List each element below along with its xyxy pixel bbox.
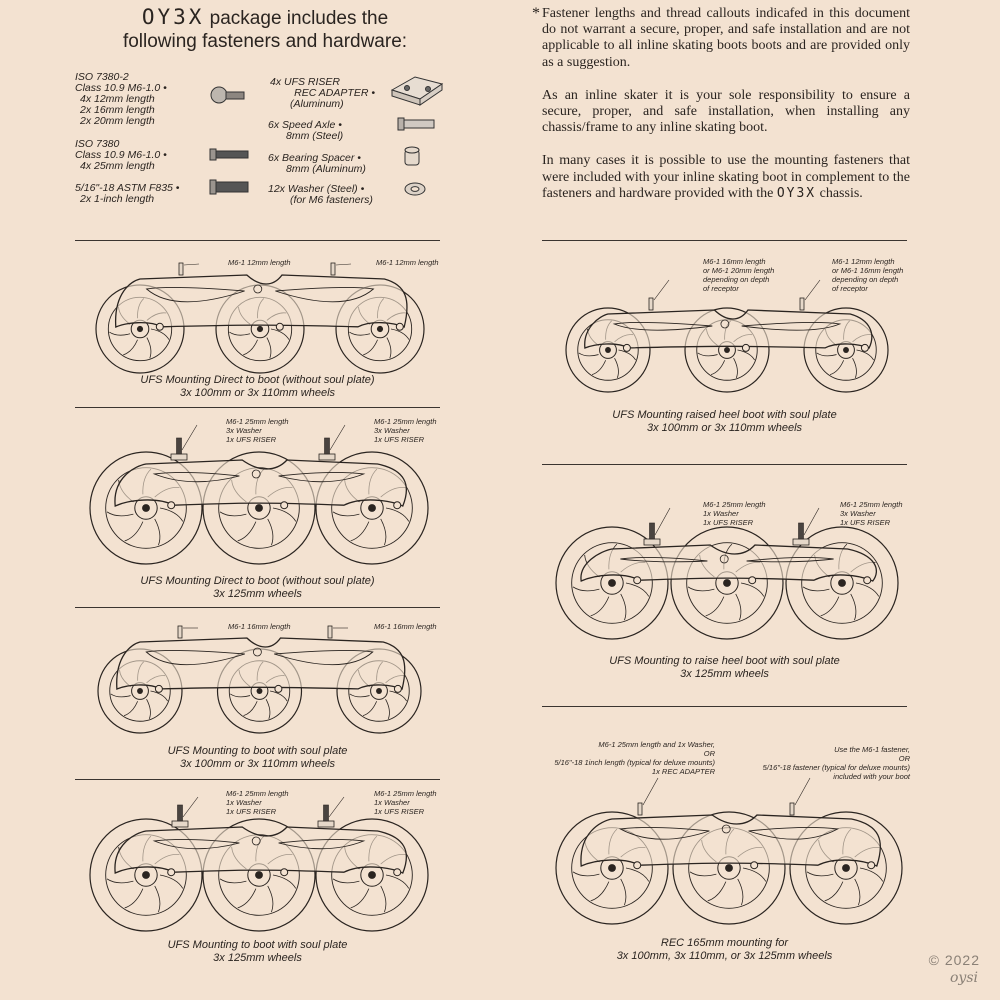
caption-right2: UFS Mounting to raise heel boot with soul plate 3x 125mm wheels: [609, 655, 840, 680]
parts-iso7380: ISO 7380 Class 10.9 M6-1.0 • 4x 25mm length: [75, 138, 167, 172]
diagram-left3: [98, 626, 421, 733]
mounting-bolt: [649, 298, 653, 310]
callout-front-fastener: M6-1 16mm length or M6-1 20mm length depending on depth of receptor: [703, 257, 775, 293]
chassis-frame: [581, 815, 880, 866]
caption-right1: UFS Mounting raised heel boot with soul plate 3x 100mm or 3x 110mm wheels: [612, 409, 837, 434]
leader-line: [330, 425, 345, 450]
callout-front-fastener: M6-1 12mm length: [228, 258, 291, 267]
caption-left3: UFS Mounting to boot with soul plate 3x 100mm or 3x 110mm wheels: [167, 745, 348, 770]
disclaimer-paragraph-3: In many cases it is possible to use the mounting fasteners that were included with your inline skating boot in complement to the fasteners and hardware provided with the OY3X chassis.: [542, 153, 910, 201]
asterisk-mark: *: [532, 5, 540, 22]
mounting-bolt: [177, 438, 182, 454]
callout-rear-fastener: M6-1 25mm length 3x Washer 1x UFS RISER: [374, 417, 437, 444]
caption-left4: UFS Mounting to boot with soul plate 3x 125mm wheels: [167, 939, 348, 964]
heading-line-1: package includes the: [209, 8, 389, 29]
mounting-bolt: [179, 263, 183, 275]
parts-washer: 12x Washer (Steel) • (for M6 fasteners): [268, 183, 373, 206]
callout-rear-fastener: M6-1 16mm length: [374, 622, 437, 631]
caption-left1: UFS Mounting Direct to boot (without soul plate) 3x 100mm or 3x 110mm wheels: [140, 374, 375, 399]
parts-iso7380-2: ISO 7380-2 Class 10.9 M6-1.0 • 4x 12mm length 2x 16mm length 2x 20mm length: [75, 71, 167, 127]
brand-logo-inline: OY3X: [776, 185, 817, 201]
copyright: © 2022: [928, 952, 980, 968]
callout-front-fastener: M6-1 25mm length 1x Washer 1x UFS RISER: [703, 500, 766, 527]
callout-front-fastener: M6-1 16mm length: [228, 622, 291, 631]
chassis-frame: [117, 638, 405, 689]
callout-front-fastener: M6-1 25mm length 1x Washer 1x UFS RISER: [226, 789, 289, 816]
parts-ufs-riser: 4x UFS RISER REC ADAPTER • (Aluminum): [270, 76, 375, 110]
chassis-frame: [115, 460, 406, 506]
mounting-bolt: [800, 298, 804, 310]
mounting-bolt: [799, 523, 804, 539]
mounting-bolt: [331, 263, 335, 275]
chassis-frame: [116, 275, 407, 327]
callout-rear-fastener: M6-1 12mm length or M6-1 16mm length depending on depth of receptor: [832, 257, 904, 293]
mounting-bolt: [790, 803, 794, 815]
leader-line: [182, 425, 197, 450]
chassis-frame: [115, 827, 406, 873]
parts-speed-axle: 6x Speed Axle • 8mm (Steel): [268, 119, 344, 142]
diagram-left2: [90, 425, 428, 564]
ufs-riser: [318, 821, 334, 827]
ufs-riser: [793, 539, 809, 545]
chassis-frame: [581, 545, 876, 581]
ufs-riser: [172, 821, 188, 827]
ufs-riser: [171, 454, 187, 460]
diagram-right3: [556, 778, 902, 924]
leader-line: [329, 797, 344, 817]
callout-rear-fastener: Use the M6-1 fastener, OR 5/16"-18 fastener (typical for deluxe mounts) included with your boot: [762, 745, 910, 781]
diagram-left4: [90, 797, 428, 931]
callout-front-fastener: M6-1 25mm length and 1x Washer, OR 5/16"-18 1inch length (typical for deluxe mounts) 1x REC ADAPTER: [554, 740, 715, 776]
signature: oysi: [950, 970, 978, 986]
disclaimer-paragraph-2: As an inline skater it is your sole responsibility to ensure a secure, proper, and safe installation, when installing any chassis/frame to any inline skating boot.: [542, 87, 910, 136]
callout-rear-fastener: M6-1 25mm length 3x Washer 1x UFS RISER: [840, 500, 903, 527]
leader-line: [795, 778, 810, 805]
callout-rear-fastener: M6-1 12mm length: [376, 258, 439, 267]
diagram-left1: [96, 263, 424, 373]
heading-line-2: following fasteners and hardware:: [122, 31, 408, 52]
caption-right3: REC 165mm mounting for 3x 100mm, 3x 110mm, or 3x 125mm wheels: [616, 937, 833, 962]
mounting-bolt: [178, 805, 183, 821]
ufs-riser: [319, 454, 335, 460]
leader-line: [804, 508, 819, 535]
diagram-right1: [566, 280, 888, 392]
leader-line: [336, 264, 351, 265]
leader-line: [183, 797, 198, 817]
ufs-riser: [644, 539, 660, 545]
brand-logo: OY3X: [141, 5, 205, 29]
leader-line: [655, 508, 670, 535]
mounting-bolt: [325, 438, 330, 454]
disclaimer-paragraph-1: Fastener lengths and thread callouts indicafed in this document do not warrant a secure, proper, and safe installation and are not applicable to all inline skating boots boots and are provided only as a suggestion.: [542, 6, 910, 70]
chassis-frame: [585, 310, 872, 348]
mounting-bolt: [638, 803, 642, 815]
callout-front-fastener: M6-1 25mm length 3x Washer 1x UFS RISER: [226, 417, 289, 444]
parts-bearing-spacer: 6x Bearing Spacer • 8mm (Aluminum): [268, 152, 366, 175]
mounting-bolt: [328, 626, 332, 638]
leader-line: [654, 280, 669, 300]
leader-line: [643, 778, 658, 805]
callout-rear-fastener: M6-1 25mm length 1x Washer 1x UFS RISER: [374, 789, 437, 816]
mounting-bolt: [650, 523, 655, 539]
leader-line: [184, 264, 199, 265]
diagram-right2: [556, 508, 898, 639]
mounting-bolt: [178, 626, 182, 638]
leader-line: [805, 280, 820, 300]
mounting-bolt: [324, 805, 329, 821]
caption-left2: UFS Mounting Direct to boot (without soul plate) 3x 125mm wheels: [140, 575, 375, 600]
parts-astm: 5/16"-18 ASTM F835 • 2x 1-inch length: [75, 182, 180, 205]
